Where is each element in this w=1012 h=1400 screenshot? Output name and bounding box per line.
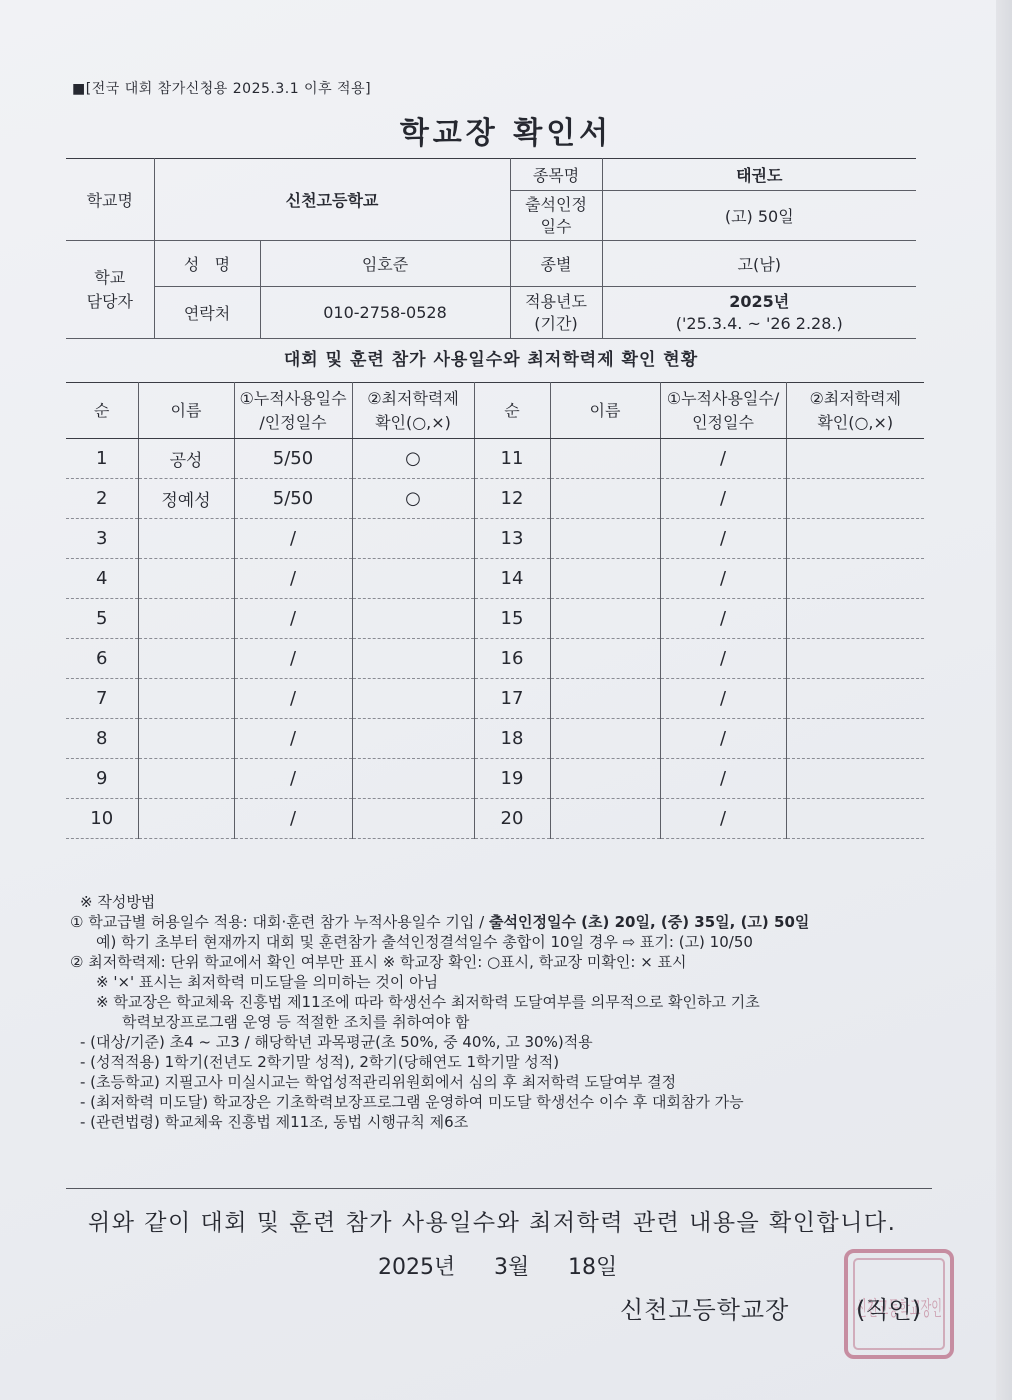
row-name-left	[138, 679, 234, 719]
table-row	[66, 439, 924, 479]
signature-role: (직인)	[856, 1296, 922, 1324]
row-no-right: 13	[474, 519, 550, 559]
row-days-left: /	[234, 799, 352, 839]
row-no-left: 6	[66, 639, 138, 679]
header-no-right: 순	[474, 383, 550, 439]
row-check-left	[352, 559, 474, 599]
row-no-left: 5	[66, 599, 138, 639]
header-check-left: ②최저학력제 확인(○,×)	[352, 383, 474, 439]
event-value: 태권도	[602, 159, 916, 191]
period-label: 적용년도 (기간)	[510, 287, 602, 339]
date-day: 18일	[568, 1255, 618, 1280]
row-no-left: 2	[66, 479, 138, 519]
row-no-left: 8	[66, 719, 138, 759]
row-check-right	[786, 439, 924, 479]
row-name-right	[550, 679, 660, 719]
row-days-left: /	[234, 599, 352, 639]
row-no-left: 4	[66, 559, 138, 599]
row-no-right: 14	[474, 559, 550, 599]
manager-label: 학교 담당자	[66, 241, 154, 339]
note-2-sub-2b: 학력보장프로그램 운영 등 적절한 조치를 취하여야 함	[122, 1013, 470, 1031]
paper-edge	[996, 0, 1012, 1400]
table-row	[66, 759, 924, 799]
row-check-left	[352, 599, 474, 639]
divider-line	[66, 1188, 932, 1189]
row-check-left	[352, 639, 474, 679]
year-value: 2025년	[729, 291, 790, 311]
attendance-days-label: 출석인정 일수	[510, 191, 602, 241]
row-days-left: 5/50	[234, 479, 352, 519]
row-days-left: /	[234, 519, 352, 559]
row-check-right	[786, 679, 924, 719]
row-days-right: /	[660, 799, 786, 839]
date-year: 2025년	[378, 1255, 456, 1280]
row-no-right: 20	[474, 799, 550, 839]
confirmation-text: 위와 같이 대회 및 훈련 참가 사용일수와 최저학력 관련 내용을 확인합니다.	[88, 1210, 897, 1236]
detail-4: - (최저학력 미도달) 학교장은 기초학력보장프로그램 운영하여 미도달 학생선수 이수 후 대회참가 가능	[80, 1093, 744, 1111]
row-check-right	[786, 759, 924, 799]
header-days-right: ①누적사용일수/ 인정일수	[660, 383, 786, 439]
row-name-left	[138, 799, 234, 839]
detail-2: - (성적적용) 1학기(전년도 2학기말 성적), 2학기(당해연도 1학기말 성적)	[80, 1053, 560, 1071]
note-1-example: 예) 학기 초부터 현재까지 대회 및 훈련참가 출석인정결석일수 총합이 10일 경우 ⇨ 표기: (고) 10/50	[96, 933, 753, 951]
school-name-label: 학교명	[66, 159, 154, 241]
school-name-value: 신천고등학교	[154, 159, 510, 241]
row-name-right	[550, 719, 660, 759]
row-no-left: 9	[66, 759, 138, 799]
row-no-right: 12	[474, 479, 550, 519]
row-days-right: /	[660, 479, 786, 519]
document-title: 학교장 확인서	[399, 116, 613, 151]
row-days-right: /	[660, 519, 786, 559]
row-days-left: /	[234, 639, 352, 679]
notes-section	[70, 892, 950, 1132]
row-no-right: 18	[474, 719, 550, 759]
table-row	[66, 639, 924, 679]
note-2-sub-2: ※ 학교장은 학교체육 진흥법 제11조에 따라 학생선수 최저학력 도달여부를 의무적으로 확인하고 기초	[96, 993, 760, 1011]
row-name-left	[138, 759, 234, 799]
row-days-right: /	[660, 559, 786, 599]
note-2-sub-1: ※ '×' 표시는 최저학력 미도달을 의미하는 것이 아님	[96, 973, 439, 991]
detail-3: - (초등학교) 지필고사 미실시교는 학업성적관리위원회에서 심의 후 최저학력 도달여부 결정	[80, 1073, 677, 1091]
table-row	[66, 599, 924, 639]
row-check-right	[786, 479, 924, 519]
row-name-right	[550, 479, 660, 519]
row-days-left: /	[234, 719, 352, 759]
row-no-left: 3	[66, 519, 138, 559]
seal-text: 신천고등학교장인	[856, 1296, 942, 1320]
note-1	[70, 912, 950, 932]
table-row	[66, 519, 924, 559]
row-check-left	[352, 679, 474, 719]
gender-label: 종별	[510, 241, 602, 287]
row-name-left	[138, 559, 234, 599]
table-row	[66, 559, 924, 599]
gender-value: 고(남)	[602, 241, 916, 287]
row-name-left: 정예성	[138, 479, 234, 519]
status-table	[66, 382, 924, 839]
row-name-right	[550, 759, 660, 799]
row-name-left: 공성	[138, 439, 234, 479]
row-check-right	[786, 559, 924, 599]
row-days-left: /	[234, 759, 352, 799]
note-1-text: ① 학교급별 허용일수 적용: 대회·훈련 참가 누적사용일수 기입 /	[70, 913, 489, 931]
signature-name: 신천고등학교장	[620, 1296, 790, 1324]
note-1-bold: 출석인정일수 (초) 20일, (중) 35일, (고) 50일	[489, 913, 810, 931]
row-check-left: ○	[352, 479, 474, 519]
row-days-left: /	[234, 679, 352, 719]
header-check-right: ②최저학력제 확인(○,×)	[786, 383, 924, 439]
row-check-left	[352, 799, 474, 839]
row-name-right	[550, 559, 660, 599]
row-days-left: 5/50	[234, 439, 352, 479]
manager-name-value: 임호준	[260, 241, 510, 287]
row-days-right: /	[660, 599, 786, 639]
row-no-left: 7	[66, 679, 138, 719]
manager-name-label: 성 명	[154, 241, 260, 287]
row-check-right	[786, 719, 924, 759]
row-check-left	[352, 719, 474, 759]
row-check-left: ○	[352, 439, 474, 479]
row-name-left	[138, 719, 234, 759]
row-name-left	[138, 519, 234, 559]
header-days-left: ①누적사용일수 /인정일수	[234, 383, 352, 439]
info-table	[66, 158, 916, 339]
table-row	[66, 799, 924, 839]
event-label: 종목명	[510, 159, 602, 191]
row-name-right	[550, 639, 660, 679]
row-name-right	[550, 439, 660, 479]
section-title: 대회 및 훈련 참가 사용일수와 최저학력제 확인 현황	[283, 350, 699, 370]
row-no-right: 16	[474, 639, 550, 679]
row-days-right: /	[660, 439, 786, 479]
row-name-right	[550, 519, 660, 559]
row-no-right: 15	[474, 599, 550, 639]
detail-1: - (대상/기준) 초4 ~ 고3 / 해당학년 과목평균(초 50%, 중 40%, 고 30%)적용	[80, 1033, 593, 1051]
attendance-days-value: (고) 50일	[602, 191, 916, 241]
row-check-left	[352, 519, 474, 559]
row-no-left: 1	[66, 439, 138, 479]
row-no-right: 17	[474, 679, 550, 719]
table-row	[66, 679, 924, 719]
row-no-right: 19	[474, 759, 550, 799]
row-check-left	[352, 759, 474, 799]
header-name-right: 이름	[550, 383, 660, 439]
note-2: ② 최저학력제: 단위 학교에서 확인 여부만 표시 ※ 학교장 확인: ○표시, 학교장 미확인: × 표시	[70, 953, 687, 971]
row-check-right	[786, 519, 924, 559]
notes-heading: ※ 작성방법	[80, 893, 156, 911]
row-check-right	[786, 639, 924, 679]
row-check-right	[786, 799, 924, 839]
table-row	[66, 719, 924, 759]
row-days-right: /	[660, 719, 786, 759]
row-days-right: /	[660, 639, 786, 679]
row-days-right: /	[660, 759, 786, 799]
row-no-left: 10	[66, 799, 138, 839]
row-no-right: 11	[474, 439, 550, 479]
status-table-body	[66, 439, 924, 839]
row-name-left	[138, 599, 234, 639]
period-value: ('25.3.4. ~ '26 2.28.)	[675, 313, 843, 333]
period-cell	[602, 287, 916, 339]
table-row	[66, 479, 924, 519]
date-month: 3월	[494, 1255, 530, 1280]
detail-5: - (관련법령) 학교체육 진흥법 제11조, 동법 시행규칙 제6조	[80, 1113, 469, 1131]
row-check-right	[786, 599, 924, 639]
header-note: ■[전국 대회 참가신청용 2025.3.1 이후 적용]	[72, 81, 372, 97]
contact-value: 010-2758-0528	[260, 287, 510, 339]
row-days-right: /	[660, 679, 786, 719]
contact-label: 연락처	[154, 287, 260, 339]
row-name-right	[550, 599, 660, 639]
header-name-left: 이름	[138, 383, 234, 439]
row-days-left: /	[234, 559, 352, 599]
row-name-left	[138, 639, 234, 679]
row-name-right	[550, 799, 660, 839]
header-no-left: 순	[66, 383, 138, 439]
